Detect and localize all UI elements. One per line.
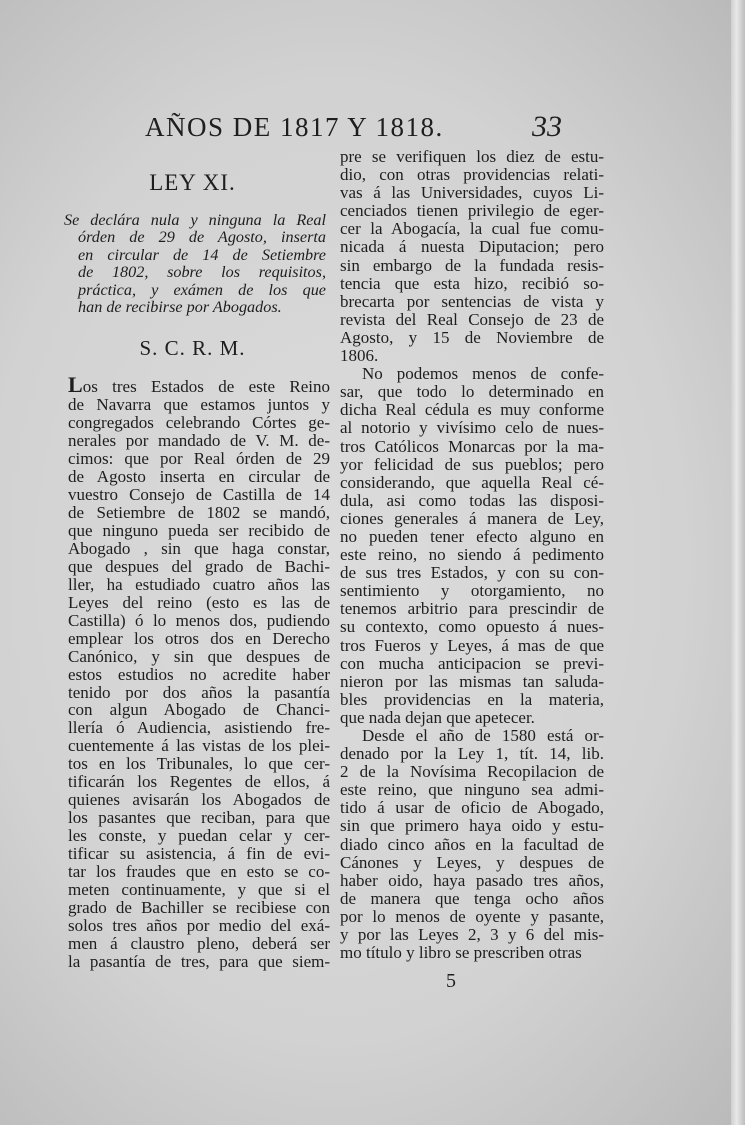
text-line: Agosto, y 15 de Noviembre de [340,328,604,347]
text-line: tificar su asistencia, á fin de evi- [68,845,330,864]
signature-mark: 5 [446,970,456,992]
text-line: de Setiembre de 1802 se mandó, [68,503,330,522]
text-line: pre se verifiquen los diez de estu- [340,148,604,166]
text-line: han de recibirse por Abogados. [78,299,282,317]
text-line: Leyes del reino (esto es las de [68,593,330,612]
right-column [340,148,604,962]
text-line: 1806. [340,347,379,366]
text-line: y por las Leyes 2, 3 y 6 del mis- [340,926,604,945]
text-line: por lo menos de oyente y pasante, [340,907,604,926]
text-line: nicada á nuesta Diputacion; pero [340,238,604,257]
text-line: dula, asi como todas las disposi- [340,491,604,510]
text-line: Se declára nula y ninguna la Real [64,212,326,229]
text-line: de Agosto inserta en circular de [68,467,330,486]
text-line: de 1802, sobre los requisitos, [78,264,326,282]
text-line: considerando, que aquella Real cé- [340,473,604,492]
text-line: meten continuamente, y que si el [68,881,330,900]
text-line: con algun Abogado de Chanci- [68,701,330,720]
text-line: 2 de la Novísima Recopilacion de [340,763,604,782]
text-line: los pasantes que reciban, para que [68,809,330,828]
text-line: Castilla) ó lo menos dos, pudiendo [68,611,330,630]
page-number: 33 [532,110,562,143]
text-line: en circular de 14 de Setiembre [78,246,326,264]
law-summary [64,212,326,316]
text-line: tros Católicos Monarcas por la ma- [340,437,604,456]
text-line: bles providencias en la materia, [340,690,604,709]
text-line: congregados celebrando Córtes ge- [68,413,330,432]
text-line: no pueden tener efecto alguno en [340,527,604,546]
text-line: yor felicidad de sus pueblos; pero [340,455,604,474]
text-line: revista del Real Consejo de 23 de [340,310,604,329]
text-line: mo título y libro se prescriben otras [340,944,582,963]
text-line: que nada dejan que apetecer. [340,708,535,727]
text-line: cenciados tienen privilegio de eger- [340,202,604,221]
text-line: dio, con otras providencias relati- [340,166,604,185]
text-line: su contexto, como opuesto á nues- [340,618,604,637]
text-line: práctica, y exámen de los que [78,281,326,299]
text-line: Cánones y Leyes, y despues de [340,853,604,872]
text-line: sin embargo de la fundada resis- [340,256,604,275]
text-line: cuentemente á las vistas de los plei- [68,737,330,756]
text-line: este reino, no siendo á pedimento [340,546,604,565]
text-line: Abogado , sin que haga constar, [68,539,330,558]
text-line: nerales por mandado de V. M. de- [68,431,330,450]
text-line: haber oido, haya pasado tres años, [340,871,604,890]
text-line: tido á usar de oficio de Abogado, [340,799,604,818]
text-line: estos estudios no acredite haber [68,665,330,684]
text-line: la pasantía de tres, para que siem- [68,953,330,971]
text-line: sar, que todo lo determinado en [340,383,604,402]
text-line: ciones generales á manera de Ley, [340,509,604,528]
text-line: de Navarra que estamos juntos y [68,396,330,414]
text-line: llería ó Audiencia, asistiendo fre- [68,719,330,738]
text-line: con mucha anticipacion se previ- [340,654,604,673]
text-line: No podemos menos de confe- [362,365,604,384]
text-line: que despues del grado de Bachi- [68,557,330,576]
salutation: S. C. R. M. [139,336,246,360]
text-line: brecarta por sentencias de vista y [340,292,604,311]
left-column [68,374,330,971]
text-line: Los tres Estados de este Reino [68,374,330,396]
text-line: que ninguno pueda ser recibido de [68,521,330,540]
text-line: sentimiento y otorgamiento, no [340,582,604,601]
text-line: tos en los Tribunales, lo que cer- [68,755,330,774]
text-line: de manera que tenga ocho años [340,889,604,908]
text-line: dicha Real cédula es muy conforme [340,401,604,420]
text-line: de sus tres Estados, y con su con- [340,564,604,583]
text-line: vas á las Universidades, cuyos Li- [340,184,604,203]
text-line: tros Fueros y Leyes, á mas de que [340,636,604,655]
text-line: cer la Abogacía, la cual fue comu- [340,220,604,239]
text-line: Desde el año de 1580 está or- [362,727,604,745]
text-line: emplear los otros dos en Derecho [68,629,330,648]
text-line: solos tres años por medio del exá- [68,917,330,936]
text-line: quienes avisarán los Abogados de [68,791,330,810]
text-line: vuestro Consejo de Castilla de 14 [68,485,330,504]
text-line: grado de Bachiller se recibiese con [68,899,330,918]
text-line: men á claustro pleno, deberá ser [68,935,330,954]
text-line: tencia que esta hizo, recibió so- [340,274,604,293]
text-line: al notorio y vivísimo celo de nues- [340,419,604,438]
law-title: LEY XI. [149,170,236,195]
text-line: cimos: que por Real órden de 29 [68,449,330,468]
text-line: este reino, que ninguno sea admi- [340,781,604,800]
text-line: diado cinco años en la facultad de [340,835,604,854]
text-line: tenemos arbitrio para prescindir de [340,600,604,619]
text-line: tenido por dos años la pasantía [68,683,330,702]
text-line: nieron por las mismas tan saluda- [340,672,604,691]
text-line: les conste, y puedan celar y cer- [68,827,330,846]
text-line: Canónico, y sin que despues de [68,647,330,666]
text-line: ller, ha estudiado cuatro años las [68,575,330,594]
text-line: tificarán los Regentes de ellos, á [68,773,330,792]
page-edge-shadow [731,0,745,1125]
drop-cap: L [68,374,83,396]
text-line: denado por la Ley 1, tít. 14, lib. [340,745,604,764]
running-head: AÑOS DE 1817 Y 1818. [145,112,444,142]
text-line: tar los fraudes que en esto se co- [68,863,330,882]
text-line: sin que primero haya oido y estu- [340,817,604,836]
text-line: órden de 29 de Agosto, inserta [78,229,326,247]
